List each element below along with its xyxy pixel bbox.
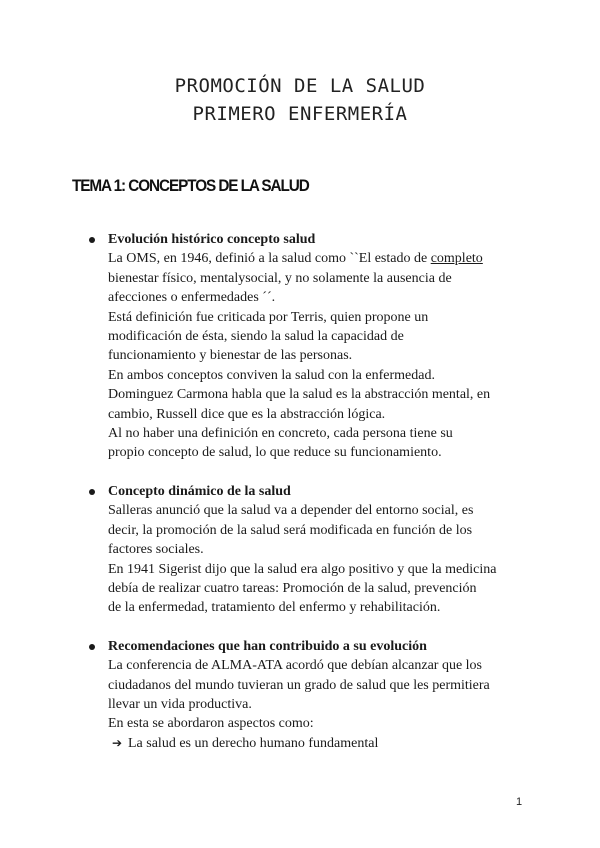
text-line: funcionamiento y bienestar de las personas. (108, 348, 353, 364)
text-line: Al no haber una definición en concreto, cada persona tiene su (108, 426, 453, 442)
sub-item-text: La salud es un derecho humano fundamental (128, 735, 379, 751)
text-line: factores sociales. (108, 542, 204, 558)
text-line: Dominguez Carmona habla que la salud es la abstracción mental, en (108, 387, 491, 403)
title-line-2: PRIMERO ENFERMERÍA (192, 103, 408, 125)
bullet-icon (89, 489, 95, 495)
text-line: cambio, Russell dice que es la abstracción lógica. (108, 406, 386, 422)
section-heading: TEMA 1: CONCEPTOS DE LA SALUD (72, 176, 309, 195)
list-item (88, 637, 538, 753)
text-line: decir, la promoción de la salud será modificada en función de los (108, 522, 473, 538)
text-line: bienestar físico, mentalysocial, y no solamente la ausencia de (108, 270, 452, 286)
underlined-word: completo (430, 251, 483, 267)
text-line: de la enfermedad, tratamiento del enfermo y rehabilitación. (108, 600, 441, 616)
arrow-right-icon: ➔ (112, 735, 123, 750)
item-title: Evolución histórico concepto salud (108, 232, 316, 247)
text-line: En esta se abordaron aspectos como: (108, 716, 314, 732)
text-line: modificación de ésta, siendo la salud la capacidad de (108, 329, 404, 345)
text-line: En ambos conceptos conviven la salud con la enfermedad. (108, 367, 435, 383)
text-line: La OMS, en 1946, definió a la salud como ``El estado de completo (108, 251, 483, 267)
text-line: Está definición fue criticada por Terris, quien propone un (108, 309, 429, 325)
bullet-icon (89, 237, 95, 243)
item-title: Concepto dinámico de la salud (108, 483, 291, 499)
list-item (88, 482, 538, 618)
text-line: debía de realizar cuatro tareas: Promoción de la salud, prevención (108, 580, 477, 596)
bullet-icon (89, 644, 95, 650)
text-line: Salleras anunció que la salud va a depender del entorno social, es (108, 503, 474, 519)
sub-list-item (108, 734, 538, 753)
text-line: La conferencia de ALMA-ATA acordó que debían alcanzar que los (108, 658, 482, 674)
document-title (0, 72, 600, 128)
document-content (88, 230, 538, 772)
list-item (88, 230, 538, 463)
text-line: llevar un vida productiva. (108, 696, 252, 712)
text-line: propio concepto de salud, lo que reduce su funcionamiento. (108, 445, 442, 461)
text-line: afecciones o enfermedades ´´. (108, 290, 276, 306)
item-title: Recomendaciones que han contribuido a su evolución (108, 638, 427, 654)
text-line: En 1941 Sigerist dijo que la salud era algo positivo y que la medicina (108, 561, 497, 577)
text-line: ciudadanos del mundo tuvieran un grado de salud que les permitiera (108, 677, 490, 693)
title-line-1: PROMOCIÓN DE LA SALUD (174, 75, 426, 97)
page-number: 1 (516, 796, 523, 808)
